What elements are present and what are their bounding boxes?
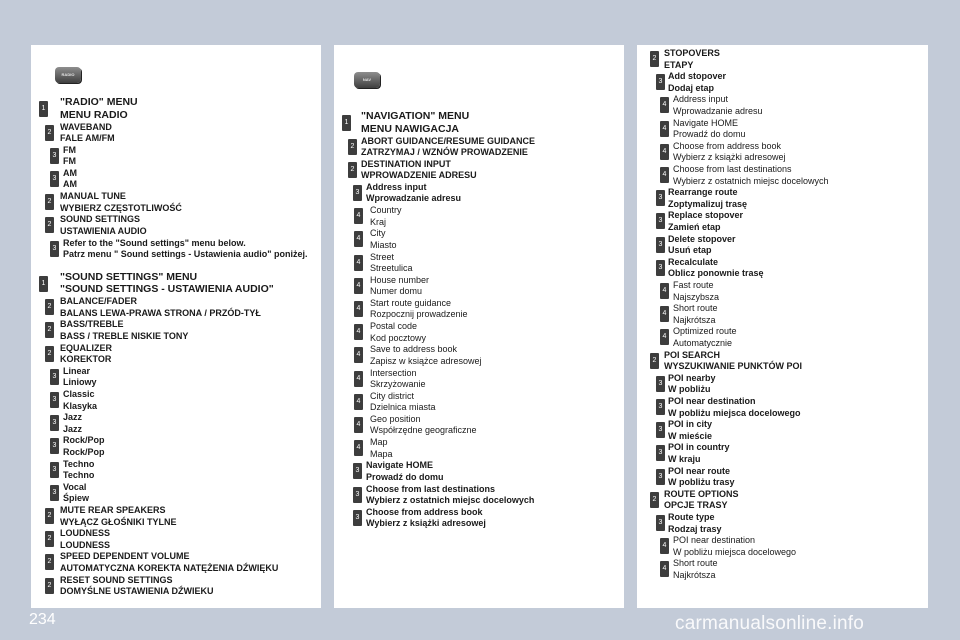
english-label: Address input [366, 181, 427, 192]
polish-label: Najkrótsza [673, 314, 716, 325]
polish-label: Numer domu [370, 286, 423, 297]
level-badge: 3 [50, 148, 59, 164]
polish-label: WYŁĄCZ GŁOŚNIKI TYLNE [60, 516, 177, 527]
level-badge: 3 [656, 190, 665, 206]
menu-item-text [63, 145, 76, 168]
level-badge: 2 [45, 217, 54, 233]
polish-label: W pobliżu miejsca docelowego [668, 407, 801, 418]
level-badge: 2 [45, 508, 54, 524]
english-label: Linear [63, 365, 91, 376]
radio-menu-panel [31, 45, 321, 608]
english-label: Save to address book [370, 344, 458, 355]
english-label: Street [370, 251, 395, 262]
english-label: Add stopover [668, 71, 727, 82]
english-label: Intersection [370, 367, 417, 378]
polish-label: Dodaj etap [668, 82, 715, 93]
level-badge: 2 [45, 531, 54, 547]
english-label: POI in city [668, 419, 713, 430]
menu-item-text [366, 484, 534, 507]
english-label: "SOUND SETTINGS" MENU [60, 270, 198, 283]
level-badge: 2 [348, 162, 357, 178]
polish-label: Jazz [63, 423, 83, 434]
level-badge: 3 [50, 438, 59, 454]
english-label: Delete stopover [668, 233, 736, 244]
polish-label: Zapisz w książce adresowej [370, 355, 482, 366]
radio-button-icon [55, 67, 81, 83]
menu-item-text [370, 205, 402, 228]
menu-item-text [361, 136, 535, 159]
english-label: POI nearby [668, 372, 716, 383]
english-label: SPEED DEPENDENT VOLUME [60, 551, 190, 562]
level-badge: 3 [50, 485, 59, 501]
menu-item-text [60, 96, 138, 121]
level-badge: 3 [353, 463, 362, 479]
polish-label: BASS / TREBLE NISKIE TONY [60, 330, 189, 341]
menu-item-text [664, 350, 802, 373]
english-label: ROUTE OPTIONS [664, 488, 739, 499]
english-label: Choose from address book [673, 140, 782, 151]
level-badge: 4 [660, 283, 669, 299]
polish-label: Zoptymalizuj trasę [668, 198, 748, 209]
navigation-menu-panel [334, 45, 624, 608]
english-label: Techno [63, 458, 95, 469]
level-badge: 4 [660, 121, 669, 137]
english-label: Optimized route [673, 326, 737, 337]
polish-label: Streetulica [370, 263, 413, 273]
menu-item-text [366, 460, 444, 483]
polish-label: DOMYŚLNE USTAWIENIA DŹWIEKU [60, 586, 214, 597]
menu-item-text [664, 48, 720, 71]
polish-label: Techno [63, 470, 95, 481]
menu-item-text [673, 303, 718, 326]
english-label: Choose from last destinations [366, 483, 496, 494]
polish-label: Najszybsza [673, 291, 720, 302]
menu-item-text [63, 389, 97, 412]
level-badge: 4 [660, 561, 669, 577]
menu-item-text [668, 396, 801, 419]
polish-label: Prowadź do domu [366, 471, 444, 482]
level-badge: 2 [348, 139, 357, 155]
english-label: Choose from last destinations [673, 164, 792, 174]
polish-label: BALANS LEWA-PRAWA STRONA / PRZÓD-TYŁ [60, 307, 261, 318]
menu-item-text [370, 414, 477, 437]
level-badge: 3 [50, 415, 59, 431]
polish-label: Skrzyżowanie [370, 379, 426, 389]
level-badge: 3 [656, 237, 665, 253]
page-number: 234 [29, 611, 56, 628]
watermark-text: carmanualsonline.info [675, 613, 865, 634]
level-badge: 3 [656, 515, 665, 531]
polish-label: MENU RADIO [60, 108, 128, 121]
level-badge: 2 [45, 554, 54, 570]
polish-label: Śpiew [63, 493, 90, 504]
polish-label: Oblicz ponownie trasę [668, 268, 764, 279]
english-label: POI near destination [668, 396, 756, 406]
english-label: Country [370, 205, 402, 216]
english-label: Rock/Pop [63, 435, 105, 446]
level-badge: 2 [650, 492, 659, 508]
polish-label: Prowadź do domu [673, 129, 746, 140]
polish-label: Wprowadzanie adresu [673, 105, 763, 116]
english-label: STOPOVERS [664, 48, 720, 58]
english-label: EQUALIZER [60, 342, 113, 353]
polish-label: W pobliżu [668, 384, 711, 395]
menu-item-text [370, 298, 468, 321]
polish-label: Wybierz z ostatnich miejsc docelowych [673, 175, 829, 186]
english-label: BASS/TREBLE [60, 319, 124, 330]
english-label: Rearrange route [668, 187, 738, 198]
level-badge: 1 [39, 101, 48, 117]
english-label: Navigate HOME [673, 117, 739, 128]
menu-item-text [673, 141, 785, 164]
level-badge: 3 [353, 487, 362, 503]
menu-item-text [673, 326, 737, 349]
menu-item-text [60, 296, 261, 319]
menu-item-text [668, 210, 743, 233]
english-label: RESET SOUND SETTINGS [60, 574, 173, 585]
level-badge: 2 [45, 125, 54, 141]
english-label: ABORT GUIDANCE/RESUME GUIDANCE [361, 135, 536, 146]
english-label: Map [370, 437, 388, 448]
level-badge: 4 [660, 538, 669, 554]
menu-item-text [361, 110, 469, 135]
polish-label: Współrzędne geograficzne [370, 425, 477, 436]
polish-label: W kraju [668, 453, 701, 464]
english-label: Vocal [63, 481, 87, 492]
level-badge: 4 [354, 394, 363, 410]
english-label: Start route guidance [370, 297, 452, 308]
polish-label: USTAWIENIA AUDIO [60, 225, 147, 236]
polish-label: WYSZUKIWANIE PUNKTÓW POI [664, 361, 802, 372]
polish-label: WYBIERZ CZĘSTOTLIWOŚĆ [60, 202, 182, 213]
menu-item-text [361, 159, 477, 182]
polish-label: MENU NAWIGACJA [361, 122, 460, 135]
polish-label: Dzielnica miasta [370, 402, 436, 413]
polish-label: Zamień etap [668, 221, 721, 232]
level-badge: 3 [656, 445, 665, 461]
menu-item-text [60, 551, 278, 574]
level-badge: 4 [354, 371, 363, 387]
english-label: Classic [63, 389, 95, 399]
menu-item-text [673, 280, 719, 303]
english-label: FM [63, 144, 76, 155]
menu-item-text [668, 442, 730, 465]
menu-item-text [63, 238, 308, 261]
polish-label: ZATRZYMAJ / WZNÓW PROWADZENIE [361, 147, 528, 157]
menu-item-text [673, 535, 796, 558]
english-label: Route type [668, 512, 715, 522]
level-badge: 3 [50, 462, 59, 478]
polish-label: Kod pocztowy [370, 332, 427, 343]
menu-item-text [63, 412, 82, 435]
menu-item-text [60, 528, 110, 551]
polish-label: Kraj [370, 216, 387, 227]
english-label: MUTE REAR SPEAKERS [60, 505, 166, 515]
menu-item-text [370, 368, 426, 391]
polish-label: Wybierz z książki adresowej [366, 518, 486, 529]
polish-label: OPCJE TRASY [664, 500, 728, 511]
menu-item-text [673, 118, 746, 141]
level-badge: 3 [50, 171, 59, 187]
menu-item-text [63, 435, 105, 458]
english-label: DESTINATION INPUT [361, 158, 451, 169]
level-badge: 4 [660, 167, 669, 183]
polish-label: Usuń etap [668, 245, 712, 256]
menu-item-text [673, 558, 718, 581]
level-badge: 4 [354, 324, 363, 340]
menu-item-text [370, 344, 482, 367]
polish-label: FM [63, 156, 76, 167]
english-label: Postal code [370, 321, 418, 332]
level-badge: 4 [354, 231, 363, 247]
menu-item-text [668, 512, 722, 535]
menu-item-text [668, 373, 716, 396]
polish-label: Miasto [370, 239, 397, 250]
polish-label: Najkrótsza [673, 569, 716, 580]
english-label: POI SEARCH [664, 349, 721, 360]
english-label: Short route [673, 303, 718, 314]
level-badge: 3 [656, 74, 665, 90]
polish-label: Klasyka [63, 400, 98, 411]
english-label: City district [370, 390, 415, 401]
english-label: Address input [673, 94, 729, 105]
english-label: POI in country [668, 442, 730, 453]
menu-item-text [668, 466, 735, 489]
menu-item-text [668, 257, 764, 280]
polish-label: Liniowy [63, 377, 97, 388]
menu-item-text [63, 482, 89, 505]
level-badge: 3 [656, 469, 665, 485]
polish-label: W pobliżu trasy [668, 477, 735, 488]
level-badge: 2 [650, 51, 659, 67]
english-label: WAVEBAND [60, 121, 112, 132]
english-label: Short route [673, 558, 718, 569]
menu-item-text [60, 575, 214, 598]
level-badge: 2 [650, 353, 659, 369]
polish-label: W mieście [668, 430, 713, 441]
level-badge: 2 [45, 346, 54, 362]
menu-item-text [63, 366, 97, 389]
english-label: POI near route [668, 465, 731, 476]
level-badge: 4 [660, 144, 669, 160]
level-badge: 4 [354, 278, 363, 294]
level-badge: 3 [50, 241, 59, 257]
english-label: POI near destination [673, 535, 756, 546]
menu-item-text [370, 391, 436, 414]
menu-item-text [370, 228, 397, 251]
level-badge: 2 [45, 578, 54, 594]
english-label: Recalculate [668, 256, 719, 267]
level-badge: 3 [656, 376, 665, 392]
english-label: BALANCE/FADER [60, 296, 138, 307]
level-badge: 2 [45, 299, 54, 315]
polish-label: Wybierz z ostatnich miejsc docelowych [366, 495, 535, 505]
level-badge: 3 [656, 399, 665, 415]
polish-label: Patrz menu " Sound settings - Ustawienia audio" poniżej. [63, 249, 308, 259]
english-label: Choose from address book [366, 506, 483, 517]
menu-item-text [370, 321, 426, 344]
english-label: City [370, 228, 386, 239]
level-badge: 3 [656, 260, 665, 276]
level-badge: 4 [354, 255, 363, 271]
level-badge: 1 [342, 115, 351, 131]
menu-item-text [63, 168, 77, 191]
level-badge: 4 [660, 97, 669, 113]
menu-item-text [366, 182, 461, 205]
level-badge: 2 [45, 322, 54, 338]
polish-label: W pobliżu miejsca docelowego [673, 546, 797, 557]
menu-item-text [370, 252, 413, 275]
english-label: Refer to the "Sound settings" menu below. [63, 237, 246, 248]
menu-item-text [60, 271, 274, 296]
menu-item-text [60, 505, 177, 528]
english-label: MANUAL TUNE [60, 191, 126, 202]
level-badge: 3 [50, 392, 59, 408]
menu-item-text [60, 343, 112, 366]
polish-label: Automatycznie [673, 337, 733, 348]
menu-item-text [664, 489, 739, 512]
polish-label: AM [63, 179, 77, 190]
menu-item-text [668, 234, 736, 257]
menu-item-text [668, 71, 726, 94]
level-badge: 4 [354, 440, 363, 456]
menu-item-text [60, 214, 147, 237]
menu-item-text [60, 122, 115, 145]
english-label: House number [370, 274, 430, 285]
polish-label: Wybierz z książki adresowej [673, 152, 786, 163]
level-badge: 4 [354, 417, 363, 433]
level-badge: 4 [354, 208, 363, 224]
polish-label: Rodzaj trasy [668, 523, 722, 534]
polish-label: "SOUND SETTINGS - USTAWIENIA AUDIO" [60, 283, 274, 296]
icon-label: RADIO [61, 72, 75, 77]
polish-label: Rock/Pop [63, 446, 105, 457]
level-badge: 4 [660, 329, 669, 345]
english-label: Navigate HOME [366, 460, 434, 471]
polish-label: FALE AM/FM [60, 133, 115, 143]
polish-label: ETAPY [664, 59, 694, 70]
menu-item-text [370, 275, 429, 298]
navigation-submenu-panel [637, 45, 928, 608]
polish-label: WPROWADZENIE ADRESU [361, 170, 477, 181]
english-label: AM [63, 167, 77, 178]
polish-label: AUTOMATYCZNA KOREKTA NATĘŻENIA DŹWIĘKU [60, 562, 279, 573]
english-label: "RADIO" MENU [60, 96, 138, 108]
level-badge: 1 [39, 276, 48, 292]
polish-label: Wprowadzanie adresu [366, 193, 462, 204]
polish-label: LOUDNESS [60, 539, 111, 550]
english-label: "NAVIGATION" MENU [361, 110, 470, 122]
polish-label: Rozpocznij prowadzenie [370, 309, 468, 320]
polish-label: KOREKTOR [60, 354, 112, 365]
english-label: LOUDNESS [60, 528, 111, 539]
level-badge: 3 [353, 185, 362, 201]
level-badge: 4 [354, 301, 363, 317]
level-badge: 3 [656, 213, 665, 229]
polish-label: Mapa [370, 448, 393, 459]
level-badge: 2 [45, 194, 54, 210]
level-badge: 3 [656, 422, 665, 438]
menu-item-text [60, 319, 188, 342]
menu-item-text [63, 459, 94, 482]
menu-item-text [673, 164, 828, 187]
menu-item-text [668, 419, 712, 442]
english-label: Replace stopover [668, 210, 744, 221]
menu-item-text [366, 507, 486, 530]
icon-label: NAV [362, 77, 372, 82]
nav-button-icon [354, 72, 380, 88]
level-badge: 4 [660, 306, 669, 322]
level-badge: 3 [353, 510, 362, 526]
english-label: SOUND SETTINGS [60, 214, 141, 225]
menu-item-text [673, 94, 763, 117]
english-label: Fast route [673, 280, 714, 290]
menu-item-text [60, 191, 182, 214]
english-label: Jazz [63, 412, 83, 423]
english-label: Geo position [370, 413, 421, 424]
menu-item-text [668, 187, 747, 210]
level-badge: 4 [354, 347, 363, 363]
level-badge: 3 [50, 369, 59, 385]
menu-item-text [370, 437, 393, 460]
